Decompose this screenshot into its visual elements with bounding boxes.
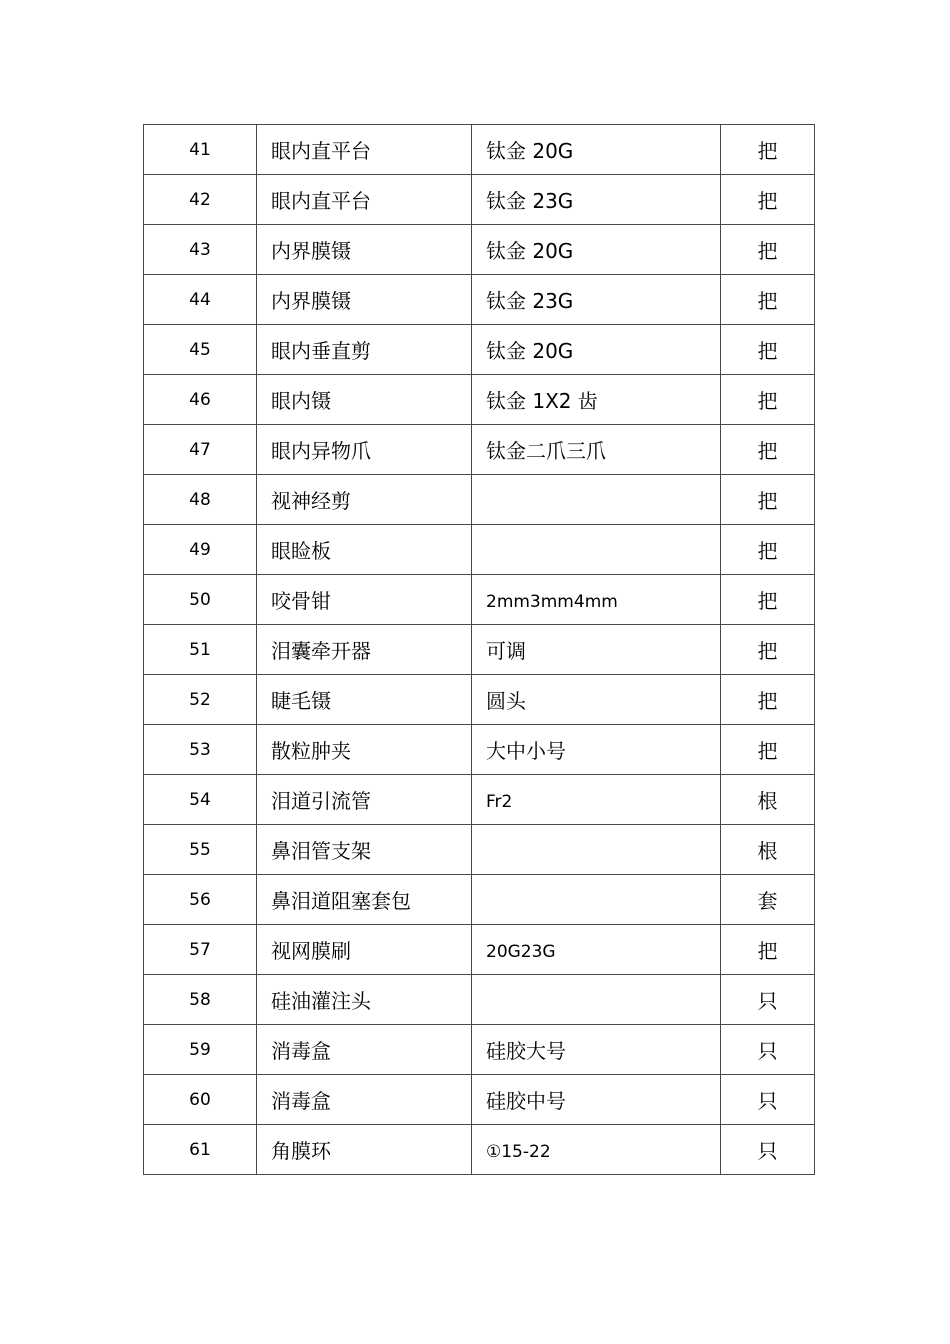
item-spec-text: 钛金 23G [486, 189, 574, 213]
instrument-table [143, 124, 815, 1175]
item-spec-text: ①15-22 [486, 1141, 551, 1162]
item-name: 角膜环 [257, 1125, 472, 1175]
item-spec-text: 2mm3mm4mm [486, 591, 618, 612]
table-row [144, 275, 815, 325]
item-unit: 把 [721, 275, 815, 325]
item-spec [472, 925, 721, 975]
row-number: 52 [144, 675, 257, 725]
item-unit: 套 [721, 875, 815, 925]
instrument-table-body [144, 125, 815, 1175]
row-number: 41 [144, 125, 257, 175]
row-number: 50 [144, 575, 257, 625]
item-name: 内界膜镊 [257, 225, 472, 275]
item-unit: 把 [721, 475, 815, 525]
item-spec-text: 钛金 23G [486, 289, 574, 313]
item-spec [472, 975, 721, 1025]
table-row [144, 1025, 815, 1075]
item-spec [472, 875, 721, 925]
item-spec-text: 钛金二爪三爪 [486, 439, 606, 463]
table-row [144, 975, 815, 1025]
item-name: 消毒盒 [257, 1075, 472, 1125]
row-number: 46 [144, 375, 257, 425]
item-unit: 根 [721, 775, 815, 825]
item-name: 眼睑板 [257, 525, 472, 575]
row-number: 57 [144, 925, 257, 975]
item-spec [472, 525, 721, 575]
item-unit: 把 [721, 625, 815, 675]
item-name: 散粒肿夹 [257, 725, 472, 775]
row-number: 56 [144, 875, 257, 925]
table-row [144, 875, 815, 925]
table-row [144, 525, 815, 575]
row-number: 59 [144, 1025, 257, 1075]
item-unit: 把 [721, 525, 815, 575]
table-row [144, 125, 815, 175]
row-number: 60 [144, 1075, 257, 1125]
item-name: 消毒盒 [257, 1025, 472, 1075]
item-spec-text: 20G23G [486, 941, 556, 962]
table-row [144, 825, 815, 875]
item-name: 睫毛镊 [257, 675, 472, 725]
item-name: 眼内垂直剪 [257, 325, 472, 375]
item-spec [472, 325, 721, 375]
table-row [144, 575, 815, 625]
item-spec [472, 625, 721, 675]
table-row [144, 225, 815, 275]
row-number: 58 [144, 975, 257, 1025]
item-name: 眼内直平台 [257, 175, 472, 225]
item-spec [472, 675, 721, 725]
item-spec [472, 775, 721, 825]
item-spec [472, 575, 721, 625]
item-spec [472, 375, 721, 425]
item-spec-text: 钛金 20G [486, 339, 574, 363]
item-spec [472, 725, 721, 775]
table-row [144, 725, 815, 775]
item-unit: 把 [721, 225, 815, 275]
row-number: 51 [144, 625, 257, 675]
item-spec-text: 大中小号 [486, 739, 566, 763]
item-name: 硅油灌注头 [257, 975, 472, 1025]
table-row [144, 475, 815, 525]
row-number: 48 [144, 475, 257, 525]
row-number: 54 [144, 775, 257, 825]
item-unit: 只 [721, 1075, 815, 1125]
row-number: 55 [144, 825, 257, 875]
item-name: 泪道引流管 [257, 775, 472, 825]
row-number: 44 [144, 275, 257, 325]
table-row [144, 325, 815, 375]
table-row [144, 425, 815, 475]
item-spec [472, 1025, 721, 1075]
item-unit: 把 [721, 425, 815, 475]
row-number: 49 [144, 525, 257, 575]
item-name: 鼻泪管支架 [257, 825, 472, 875]
row-number: 45 [144, 325, 257, 375]
item-spec-text: 钛金 1X2 齿 [486, 389, 598, 413]
item-unit: 把 [721, 375, 815, 425]
table-row [144, 375, 815, 425]
table-row [144, 175, 815, 225]
item-name: 泪囊牵开器 [257, 625, 472, 675]
item-unit: 只 [721, 1125, 815, 1175]
item-name: 鼻泪道阻塞套包 [257, 875, 472, 925]
item-unit: 把 [721, 125, 815, 175]
table-row [144, 1125, 815, 1175]
item-spec-text: 圆头 [486, 689, 526, 713]
item-unit: 把 [721, 675, 815, 725]
item-unit: 只 [721, 1025, 815, 1075]
item-spec-text: 钛金 20G [486, 239, 574, 263]
item-spec [472, 175, 721, 225]
item-unit: 把 [721, 175, 815, 225]
item-spec [472, 225, 721, 275]
item-unit: 把 [721, 925, 815, 975]
item-spec [472, 125, 721, 175]
item-spec [472, 1125, 721, 1175]
item-name: 咬骨钳 [257, 575, 472, 625]
item-spec [472, 475, 721, 525]
table-row [144, 775, 815, 825]
row-number: 47 [144, 425, 257, 475]
item-spec-text: Fr2 [486, 791, 513, 812]
item-spec [472, 275, 721, 325]
table-row [144, 625, 815, 675]
item-name: 视神经剪 [257, 475, 472, 525]
item-unit: 把 [721, 325, 815, 375]
item-spec [472, 425, 721, 475]
item-unit: 把 [721, 725, 815, 775]
row-number: 43 [144, 225, 257, 275]
item-name: 眼内异物爪 [257, 425, 472, 475]
item-name: 眼内直平台 [257, 125, 472, 175]
item-spec-text: 钛金 20G [486, 139, 574, 163]
item-unit: 根 [721, 825, 815, 875]
item-spec-text: 硅胶中号 [486, 1089, 566, 1113]
row-number: 42 [144, 175, 257, 225]
item-unit: 把 [721, 575, 815, 625]
table-row [144, 925, 815, 975]
table-row [144, 1075, 815, 1125]
item-spec [472, 825, 721, 875]
table-row [144, 675, 815, 725]
item-name: 视网膜刷 [257, 925, 472, 975]
item-name: 内界膜镊 [257, 275, 472, 325]
row-number: 61 [144, 1125, 257, 1175]
item-unit: 只 [721, 975, 815, 1025]
item-spec [472, 1075, 721, 1125]
item-name: 眼内镊 [257, 375, 472, 425]
item-spec-text: 硅胶大号 [486, 1039, 566, 1063]
row-number: 53 [144, 725, 257, 775]
item-spec-text: 可调 [486, 639, 526, 663]
